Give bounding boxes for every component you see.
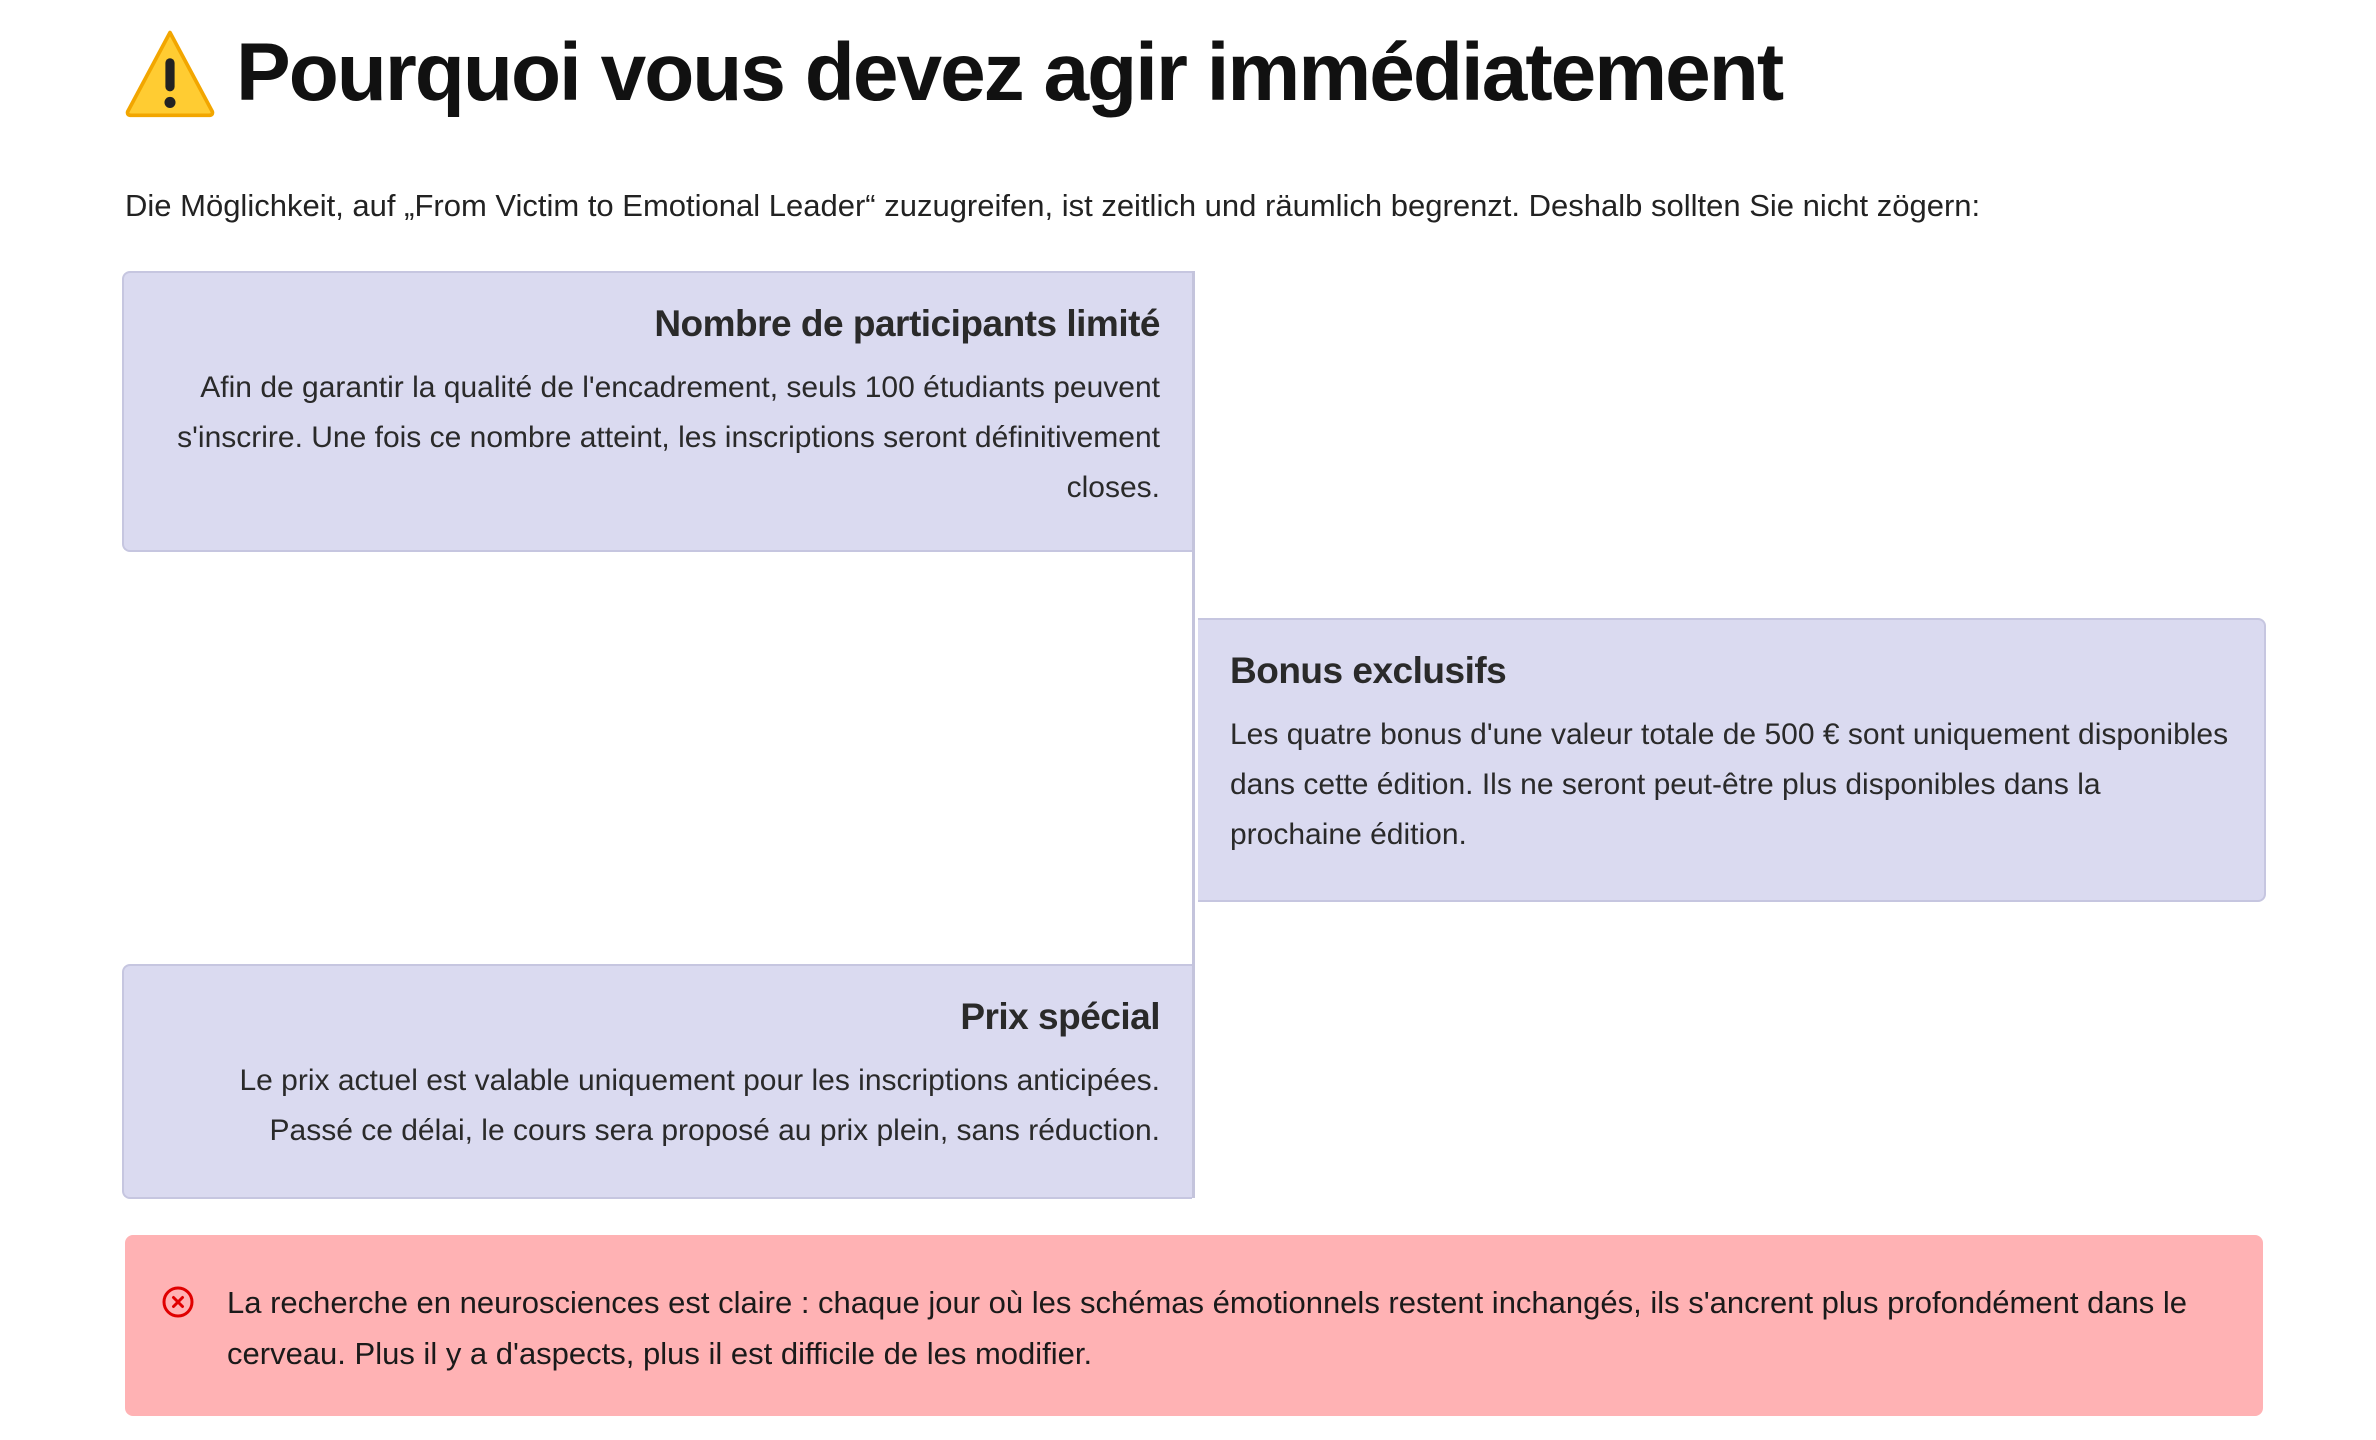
error-alert [125, 1235, 2263, 1416]
card-title: Nombre de participants limité [654, 303, 1160, 344]
timeline-line [1192, 271, 1195, 1198]
page-title [124, 18, 1782, 128]
card-text: Le prix actuel est valable uniquement pour les inscriptions anticipées. Passé ce délai, le cours sera proposé au prix plein, sans réduction. [239, 1064, 1160, 1147]
warning-icon [124, 27, 216, 119]
intro-text: Die Möglichkeit, auf „From Victim to Emotional Leader“ zuzugreifen, ist zeitlich und räumlich begrenzt. Deshalb sollten Sie nicht zögern: [125, 188, 1981, 223]
timeline-card-price [122, 964, 1192, 1199]
card-title: Bonus exclusifs [1230, 650, 1507, 691]
timeline-card-bonus [1198, 618, 2266, 902]
alert-text: La recherche en neurosciences est claire : chaque jour où les schémas émotionnels restent inchangés, ils s'ancrent plus profondément dans le cerveau. Plus il y a d'aspects, plus il est difficile de les modifier. [227, 1285, 2188, 1371]
card-title: Prix spécial [960, 996, 1160, 1037]
card-text: Afin de garantir la qualité de l'encadrement, seuls 100 étudiants peuvent s'inscrire. Une fois ce nombre atteint, les inscriptions seront définitivement closes. [177, 371, 1160, 504]
card-text: Les quatre bonus d'une valeur totale de 500 € sont uniquement disponibles dans cette édition. Ils ne seront peut-être plus disponibles dans la prochaine édition. [1230, 718, 2229, 851]
error-circle-icon [161, 1285, 195, 1319]
page-title-text: Pourquoi vous devez agir immédiatement [236, 27, 1783, 118]
timeline-card-participants [122, 271, 1192, 552]
